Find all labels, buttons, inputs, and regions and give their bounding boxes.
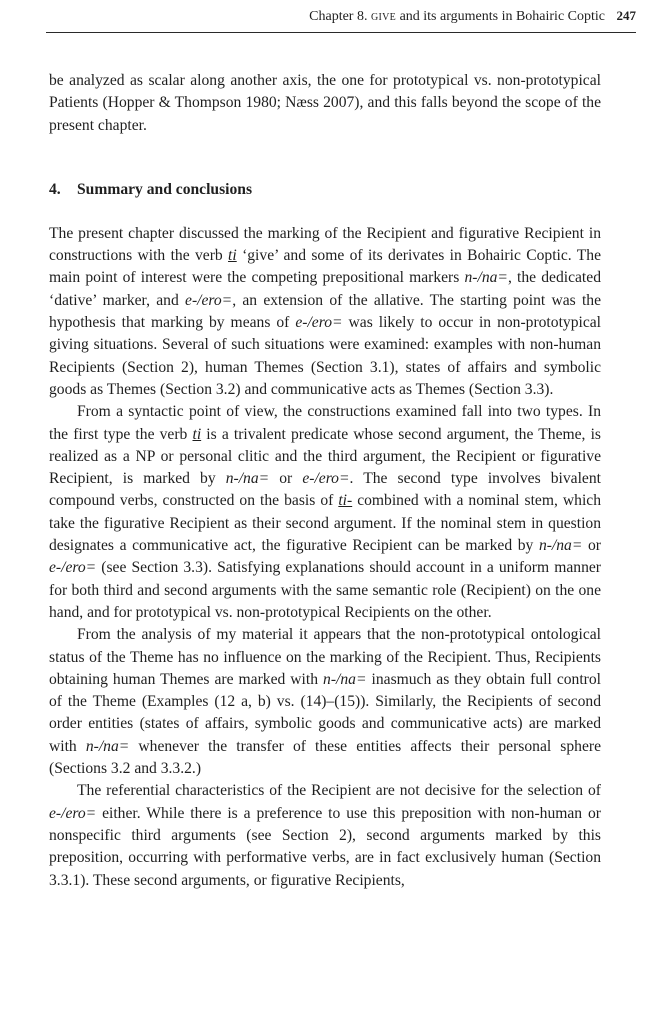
- chapter-keyword: give: [370, 9, 397, 24]
- chapter-title: and its arguments in Bohairic Coptic: [399, 9, 605, 24]
- paragraph-3: From the analysis of my material it appears that the non-prototypical ontological status of the Theme has no influence on the marking of the Recipient. Thus, Recipients obtaining human Themes are marked with n-/na= inasmuch as they obtain full control of the Theme (Examples (12 a, b) vs. (14)–(15)). Similarly, the Recipients of second order entities (states of affairs, symbolic goods and communicative acts) are marked with n-/na= whenever the transfer of these entities affects their personal sphere (Sections 3.2 and 3.3.2.): [49, 626, 601, 778]
- paragraph-1: The present chapter discussed the marking of the Recipient and figurative Recipient in constructions with the verb ti ‘give’ and some of its derivates in Bohairic Coptic. The main point of interest were the competing prepositional markers n-/na=, the dedicated ‘dative’ marker, and e-/ero=, an extension of the allative. The starting point was the hypothesis that marking by means of e-/ero= was likely to occur in non-prototypical giving situations. Several of such situations were examined: examples with non-human Recipients (Section 2), human Themes (Section 3.1), states of affairs and symbolic goods as Themes (Section 3.2) and communicative acts as Themes (Section 3.3).: [49, 224, 602, 398]
- paragraph-4: The referential characteristics of the Recipient are not decisive for the selection of e-/ero= either. While there is a preference to use this preposition with non-human or nonspecific third arguments (see Section 2), second arguments marked by this preposition, occurring with performative verbs, are in fact exclusively human (Section 3.3.1). These second arguments, or figurative Recipients,: [49, 782, 601, 889]
- coptic-term: n-/na=: [323, 670, 367, 688]
- coptic-term: n-/na=: [464, 269, 508, 287]
- running-head: [46, 6, 636, 33]
- coptic-term: e-/ero=: [295, 314, 343, 332]
- coptic-term: e-/ero=: [185, 291, 233, 309]
- section-number: 4.: [49, 180, 61, 198]
- coptic-term: n-/na=: [85, 737, 130, 755]
- coptic-term: n-/na=: [538, 537, 583, 555]
- chapter-label: Chapter 8.: [309, 9, 368, 24]
- coptic-term: e-/ero=: [302, 470, 350, 488]
- page-number: 247: [616, 8, 636, 23]
- coptic-term: ti: [192, 425, 202, 443]
- coptic-term: ti-: [338, 492, 353, 510]
- section-title: Summary and conclusions: [77, 180, 253, 198]
- coptic-term: e-/ero=: [49, 559, 97, 577]
- section-heading: [49, 179, 601, 201]
- paragraph-2: From a syntactic point of view, the constructions examined fall into two types. In the first type the verb ti is a trivalent predicate whose second argument, the Theme, is realized as a NP or personal clitic and the third argument, the Recipient or figurative Recipient, is marked by n-/na= or e-/ero=. The second type involves bivalent compound verbs, constructed on the basis of ti- combined with a nominal stem, which take the figurative Recipient as their second argument. If the nominal stem in question designates a communicative act, the figurative Recipient can be marked by n-/na= or e-/ero= (see Section 3.3). Satisfying explanations should account in a uniform manner for both third and second arguments with the same semantic role (Recipient) on the one hand, and for prototypical vs. non-prototypical Recipients on the other.: [49, 403, 601, 621]
- page-body: [49, 70, 601, 892]
- coptic-term: e-/ero=: [49, 804, 97, 822]
- coptic-term: ti: [228, 247, 237, 265]
- coptic-term: n-/na=: [225, 470, 270, 488]
- paragraph-continued: be analyzed as scalar along another axis, the one for prototypical vs. non-prototypical Patients (Hopper & Thompson 1980; Næss 2007), and this falls beyond the scope of the present chapter.: [49, 72, 601, 134]
